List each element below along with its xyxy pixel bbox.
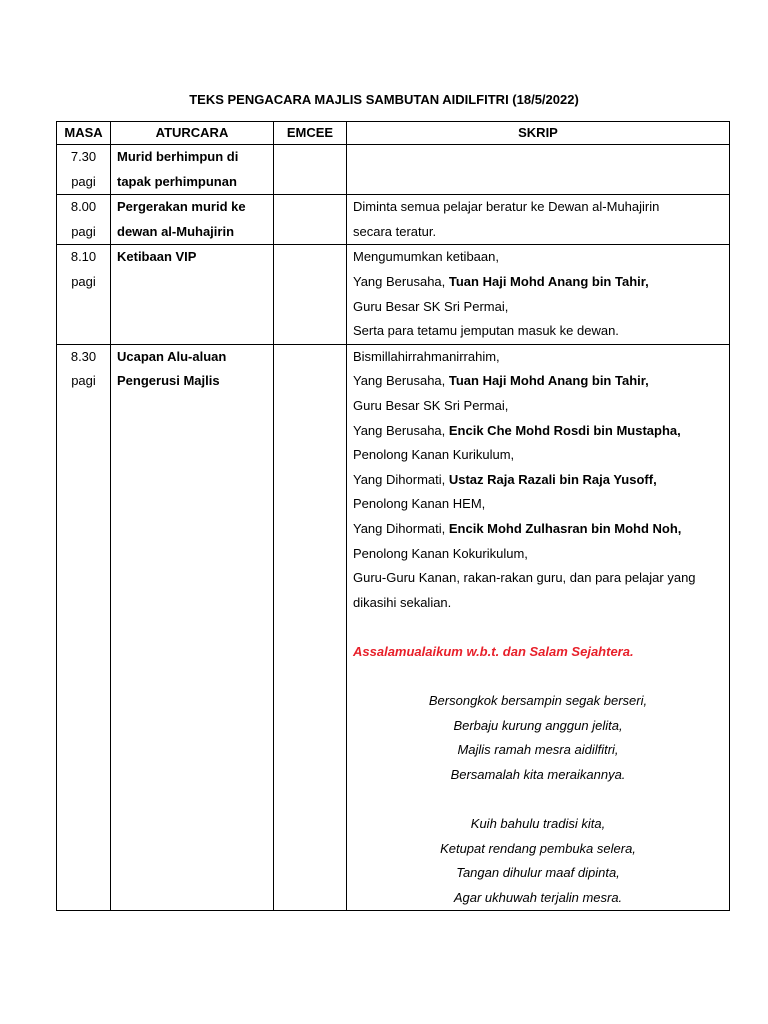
masa-cell <box>57 195 111 245</box>
vip-name: Encik Che Mohd Rosdi bin Mustapha, <box>448 422 681 438</box>
emcee-cell <box>274 344 347 911</box>
pantun-line: Tangan dihulur maaf dipinta, <box>456 865 620 881</box>
masa-cell <box>57 245 111 344</box>
emcee-cell <box>274 245 347 344</box>
header-masa: MASA <box>57 122 111 145</box>
pantun-line: Kuih bahulu tradisi kita, <box>470 816 606 832</box>
skrip-line: Bismillahirrahmanirrahim, <box>353 348 500 364</box>
table-row <box>57 195 730 245</box>
emcee-cell <box>274 145 347 195</box>
skrip-cell <box>347 195 730 245</box>
vip-name: Ustaz Raja Razali bin Raja Yusoff, <box>448 471 657 487</box>
honorific: Yang Berusaha, <box>353 373 449 389</box>
pantun-line: Bersamalah kita meraikannya. <box>450 766 626 782</box>
skrip-line: dikasihi sekalian. <box>353 594 452 610</box>
table-row <box>57 344 730 911</box>
skrip-line: Guru Besar SK Sri Permai, <box>353 298 509 314</box>
pantun-line: Berbaju kurung anggun jelita, <box>453 717 623 733</box>
skrip-cell <box>347 245 730 344</box>
skrip-cell <box>347 344 730 911</box>
document-title: TEKS PENGACARA MAJLIS SAMBUTAN AIDILFITRI (18/5/2022) <box>189 92 579 107</box>
vip-name: Tuan Haji Mohd Anang bin Tahir, <box>448 373 649 389</box>
skrip-line: Mengumumkan ketibaan, <box>353 249 499 265</box>
emcee-cell <box>274 195 347 245</box>
masa-time: 8.30 <box>70 348 97 364</box>
skrip-line <box>353 369 723 394</box>
skrip-line: Serta para tetamu jemputan masuk ke dewan. <box>353 323 619 339</box>
masa-period: pagi <box>71 223 96 239</box>
aturcara-line: Pengerusi Majlis <box>117 373 220 389</box>
header-skrip: SKRIP <box>347 122 730 145</box>
skrip-line: Guru-Guru Kanan, rakan-rakan guru, dan para pelajar yang <box>353 570 696 586</box>
aturcara-cell <box>111 145 274 195</box>
honorific: Yang Berusaha, <box>353 422 449 438</box>
skrip-line <box>353 419 723 444</box>
pantun-line: Bersongkok bersampin segak berseri, <box>428 693 648 709</box>
skrip-line: Guru Besar SK Sri Permai, <box>353 397 509 413</box>
masa-time: 8.10 <box>70 249 97 265</box>
spacer <box>353 664 723 689</box>
aturcara-line: Pergerakan murid ke <box>117 199 246 215</box>
header-aturcara: ATURCARA <box>111 122 274 145</box>
table-row <box>57 245 730 344</box>
vip-name: Tuan Haji Mohd Anang bin Tahir, <box>448 273 649 289</box>
masa-period: pagi <box>71 173 96 189</box>
aturcara-cell <box>111 245 274 344</box>
spacer <box>353 615 723 640</box>
skrip-line: secara teratur. <box>353 223 437 239</box>
pantun-line: Majlis ramah mesra aidilfitri, <box>457 742 619 758</box>
table-header-row <box>57 122 730 145</box>
schedule-table <box>56 121 730 911</box>
vip-name: Encik Mohd Zulhasran bin Mohd Noh, <box>448 520 682 536</box>
masa-period: pagi <box>71 373 96 389</box>
masa-period: pagi <box>71 273 96 289</box>
skrip-line <box>353 468 723 493</box>
masa-cell <box>57 145 111 195</box>
skrip-line: Penolong Kanan Kokurikulum, <box>353 545 528 561</box>
aturcara-line: Murid berhimpun di <box>117 149 239 164</box>
aturcara-line: Ucapan Alu-aluan <box>117 348 227 364</box>
masa-time: 8.00 <box>70 199 97 215</box>
honorific: Yang Berusaha, <box>353 273 449 289</box>
header-emcee: EMCEE <box>274 122 347 145</box>
skrip-cell <box>347 145 730 195</box>
skrip-line: Diminta semua pelajar beratur ke Dewan al-Muhajirin <box>353 199 660 215</box>
masa-cell <box>57 344 111 911</box>
aturcara-line: dewan al-Muhajirin <box>117 223 235 239</box>
greeting-line: Assalamualaikum w.b.t. dan Salam Sejahtera. <box>353 643 634 659</box>
skrip-line <box>353 517 723 542</box>
table-row <box>57 145 730 195</box>
aturcara-cell <box>111 195 274 245</box>
skrip-line: Penolong Kanan HEM, <box>353 496 486 512</box>
aturcara-cell <box>111 344 274 911</box>
honorific: Yang Dihormati, <box>353 520 449 536</box>
masa-time: 7.30 <box>70 149 97 164</box>
pantun-line: Ketupat rendang pembuka selera, <box>440 840 636 856</box>
pantun-line: Agar ukhuwah terjalin mesra. <box>453 889 623 905</box>
honorific: Yang Dihormati, <box>353 471 449 487</box>
aturcara-line: tapak perhimpunan <box>117 173 237 189</box>
aturcara-line: Ketibaan VIP <box>117 249 197 265</box>
spacer <box>353 787 723 812</box>
skrip-line <box>353 270 723 295</box>
skrip-line: Penolong Kanan Kurikulum, <box>353 447 515 463</box>
